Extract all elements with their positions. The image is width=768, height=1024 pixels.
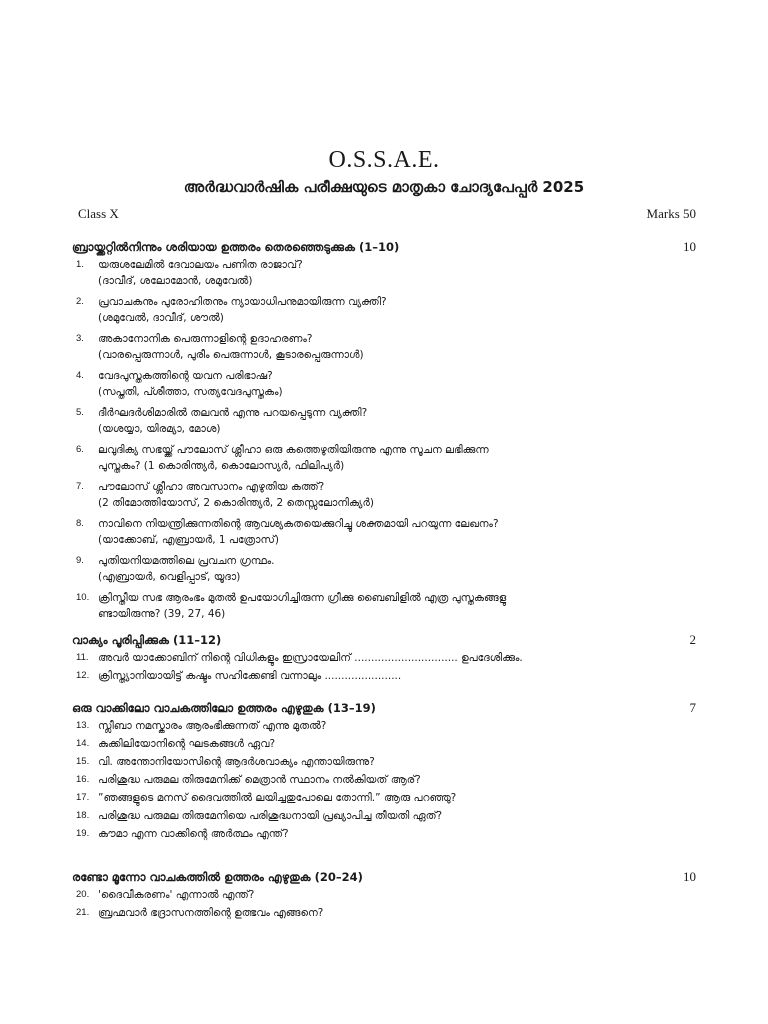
section-marks: 7 [689, 700, 696, 715]
question-options: (ദാവീദ്, ശലോമോൻ, ശമുവേൽ) [98, 275, 253, 287]
question-number: 17. [76, 792, 90, 803]
question-item [72, 772, 696, 790]
question-text: വി. അന്തോനിയോസിന്റെ ആദർശവാക്യം എന്തായിരുന്നു? [98, 756, 375, 768]
question-text: കുക്കിലിയോനിന്റെ ഘടകങ്ങൾ ഏവ? [98, 738, 276, 750]
question-item [72, 442, 696, 479]
question-item [72, 553, 696, 590]
question-item [72, 516, 696, 553]
exam-title: അർദ്ധവാർഷിക പരീക്ഷയുടെ മാതൃകാ ചോദ്യപേപ്പർ 2025 [183, 178, 585, 196]
question-number: 10. [76, 592, 90, 603]
question-item [72, 808, 696, 826]
question-number: 6. [76, 444, 84, 455]
question-options: (2 തിമോത്തിയോസ്, 2 കൊരിന്ത്യർ, 2 തെസ്സലോനിക്യർ) [98, 497, 374, 509]
question-text: പരിശുദ്ധ പരുമല തിരുമേനിയെ പരിശുദ്ധനായി പ്രഖ്യാപിച്ച തീയതി ഏത്? [98, 810, 443, 822]
question-number: 20. [76, 889, 90, 900]
question-options: (സപ്തതി, പ്ശീത്താ, സത്യവേദപുസ്തകം) [98, 386, 283, 398]
question-options: (എബ്രായർ, വെളിപ്പാട്, യൂദാ) [98, 571, 241, 583]
question-text: വേദപുസ്തകത്തിന്റെ യവന പരിഭാഷ? [98, 370, 273, 382]
question-number: 14. [76, 738, 90, 749]
question-item [72, 754, 696, 772]
question-number: 8. [76, 518, 84, 529]
question-number: 19. [76, 828, 90, 839]
question-options: (യാക്കോബ്, എബ്രായർ, 1 പത്രോസ്) [98, 534, 279, 546]
question-options: ണ്ടായിരുന്നു? (39, 27, 46) [98, 608, 226, 620]
section-title: ഒരു വാക്കിലോ വാചകത്തിലോ ഉത്തരം എഴുതുക (13–19) [72, 701, 376, 715]
question-item [72, 294, 696, 331]
question-item [72, 887, 696, 905]
question-options: (യശയ്യാ, യിരമ്യാ, മോശ) [98, 423, 221, 435]
question-text: ബ്രഹ്മവാർ ഭദ്രാസനത്തിന്റെ ഉത്ഭവം എങ്ങനെ? [98, 907, 324, 919]
question-text: പൗലോസ് ശ്ലീഹാ അവസാനം എഴുതിയ കത്ത്? [98, 481, 325, 493]
section-title: വാക്യം പൂരിപ്പിക്കുക (11–12) [72, 633, 222, 647]
section-title: ബ്രായ്ക്കറ്റിൽനിന്നും ശരിയായ ഉത്തരം തെരഞ്ഞെടുക്കുക (1–10) [72, 240, 400, 254]
section-heading [72, 867, 696, 887]
question-options: പുസ്തകം? (1 കൊരിന്ത്യർ, കൊലോസ്യർ, ഫിലിപ്യർ) [98, 460, 345, 472]
question-item [72, 331, 696, 368]
question-number: 13. [76, 720, 90, 731]
question-text: ക്രിസ്തീയ സഭ ആരംഭം മുതൽ ഉപയോഗിച്ചിരുന്ന ഗ്രീക്കു ബൈബിളിൽ എത്ര പുസ്തകങ്ങളു [98, 592, 507, 604]
section-heading [72, 630, 696, 650]
section-title: രണ്ടോ മൂന്നോ വാചകത്തിൽ ഉത്തരം എഴുതുക (20–24) [72, 870, 363, 884]
section-marks: 10 [683, 869, 696, 884]
question-options: (വാരപ്പെരുന്നാൾ, പുരീം പെരുന്നാൾ, കൂടാരപ്പെരുന്നാൾ) [98, 349, 364, 361]
question-number: 11. [76, 652, 89, 663]
question-text: പുതിയനിയമത്തിലെ പ്രവചന ഗ്രന്ഥം. [98, 555, 275, 567]
question-item [72, 368, 696, 405]
section-short-answer [72, 698, 696, 844]
question-options: (ശമുവേൽ, ദാവീദ്, ശൗൽ) [98, 312, 224, 324]
question-text: പ്രവാചകനും പുരോഹിതനും ന്യായാധിപനുമായിരുന്ന വ്യക്തി? [98, 296, 387, 308]
question-text: നാവിനെ നിയന്ത്രിക്കുന്നതിന്റെ ആവശ്യകതയെക്കുറിച്ചു ശക്തമായി പറയുന്ന ലേഖനം? [98, 518, 499, 530]
question-number: 18. [76, 810, 90, 821]
section-multiple-choice [72, 237, 696, 627]
question-text: അവർ യാക്കോബിന് നിന്റെ വിധികളും ഇസ്രായേലിന് ............................... ഉപദേശിക്കും. [98, 652, 523, 664]
question-number: 21. [76, 907, 90, 918]
question-item [72, 905, 696, 923]
question-number: 5. [76, 407, 84, 418]
question-number: 3. [76, 333, 84, 344]
question-item [72, 257, 696, 294]
question-item [72, 590, 696, 627]
question-number: 4. [76, 370, 84, 381]
question-text: സ്ലീബാ നമസ്കാരം ആരംഭിക്കുന്നത് എന്നു മുതൽ? [98, 720, 327, 732]
question-item [72, 479, 696, 516]
question-number: 1. [76, 259, 84, 270]
question-text: കൗമാ എന്ന വാക്കിന്റെ അർത്ഥം എന്ത്? [98, 828, 289, 840]
question-text: ദീർഘദർശിമാരിൽ തലവൻ എന്നു പറയപ്പെടുന്ന വ്യക്തി? [98, 407, 368, 419]
question-item [72, 405, 696, 442]
question-number: 9. [76, 555, 84, 566]
question-text: ലവുദിക്യ സഭയ്ക്ക് പൗലോസ് ശ്ലീഹാ ഒരു കത്തെഴുതിയിരുന്നു എന്നു സൂചന ലഭിക്കുന്ന [98, 444, 489, 456]
section-marks: 10 [683, 239, 696, 254]
org-title: O.S.S.A.E. [328, 147, 440, 173]
class-label: Class X [78, 206, 119, 221]
question-text: 'ദൈവീകരണം' എന്നാൽ എന്ത്? [98, 889, 255, 901]
question-text: പരിശുദ്ധ പരുമല തിരുമേനിക്ക് മെത്രാൻ സ്ഥാനം നൽകിയത് ആര്? [98, 774, 421, 786]
question-item [72, 826, 696, 844]
question-item [72, 718, 696, 736]
question-number: 7. [76, 481, 84, 492]
question-number: 16. [76, 774, 90, 785]
section-marks: 2 [689, 632, 696, 647]
section-fill-in-blanks [72, 630, 696, 686]
question-item [72, 650, 696, 668]
question-item [72, 736, 696, 754]
marks-label: Marks 50 [646, 206, 696, 221]
section-heading [72, 698, 696, 718]
question-text: അകാനോനിക പെരുന്നാളിന്റെ ഉദാഹരണം? [98, 333, 313, 345]
section-heading [72, 237, 696, 257]
question-text: ”ഞങ്ങളുടെ മനസ് ദൈവത്തിൽ ലയിച്ചതുപോലെ തോന്നി.” ആരു പറഞ്ഞു? [98, 792, 457, 804]
question-number: 12. [76, 670, 90, 681]
question-item [72, 668, 696, 686]
question-text: യരുശലേമിൽ ദേവാലയം പണിത രാജാവ്? [98, 259, 303, 271]
question-number: 2. [76, 296, 84, 307]
question-text: ക്രിസ്ത്യാനിയായിട്ട് കഷ്ടം സഹിക്കേണ്ടി വന്നാലും ....................... [98, 670, 402, 682]
question-number: 15. [76, 756, 90, 767]
section-brief-answer [72, 867, 696, 923]
question-item [72, 790, 696, 808]
